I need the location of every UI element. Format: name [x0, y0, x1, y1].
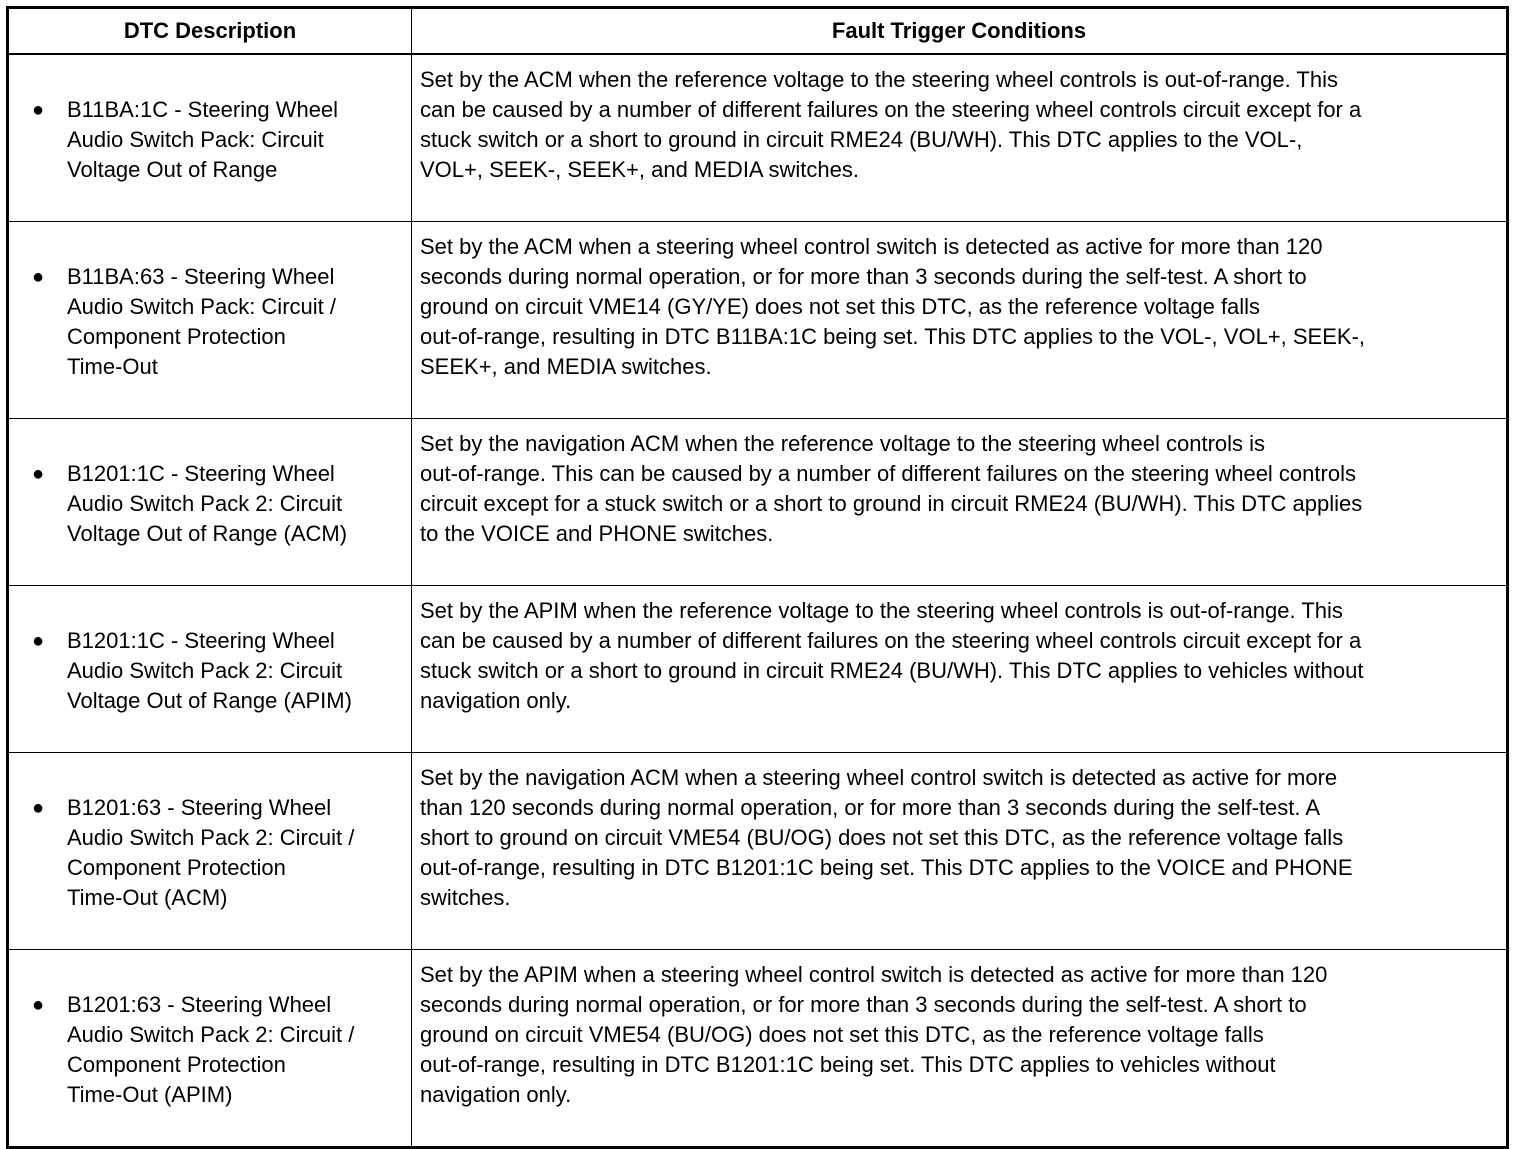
dtc-description-cell [8, 419, 412, 586]
fault-trigger-conditions-cell: Set by the APIM when the reference voltage to the steering wheel controls is out-of-range. This can be caused by a number of different failures on the steering wheel controls circuit except for a stuck switch or a short to ground in circuit RME24 (BU/WH). This DTC applies to vehicles without navigation only. [412, 586, 1508, 753]
fault-trigger-conditions-cell: Set by the ACM when the reference voltage to the steering wheel controls is out-of-range. This can be caused by a number of different failures on the steering wheel controls circuit except for a stuck switch or a short to ground in circuit RME24 (BU/WH). This DTC applies to the VOL-, VOL+, SEEK-, SEEK+, and MEDIA switches. [412, 54, 1508, 222]
bullet-icon: ● [31, 99, 45, 121]
dtc-description-text: B1201:63 - Steering Wheel Audio Switch Pack 2: Circuit / Component Protection Time-Out (APIM) [67, 992, 355, 1107]
dtc-description-cell [8, 950, 412, 1148]
dtc-description-text: B1201:1C - Steering Wheel Audio Switch Pack 2: Circuit Voltage Out of Range (ACM) [67, 461, 348, 546]
table-row [8, 950, 1508, 1148]
fault-trigger-conditions-cell: Set by the navigation ACM when a steering wheel control switch is detected as active for more than 120 seconds during normal operation, or for more than 3 seconds during the self-test. A short to ground on circuit VME54 (BU/OG) does not set this DTC, as the reference voltage falls out-of-range, resulting in DTC B1201:1C being set. This DTC applies to the VOICE and PHONE switches. [412, 753, 1508, 950]
fault-trigger-conditions-cell: Set by the ACM when a steering wheel control switch is detected as active for more than 120 seconds during normal operation, or for more than 3 seconds during the self-test. A short to ground on circuit VME14 (GY/YE) does not set this DTC, as the reference voltage falls out-of-range, resulting in DTC B11BA:1C being set. This DTC applies to the VOL-, VOL+, SEEK-, SEEK+, and MEDIA switches. [412, 222, 1508, 419]
column-header-fault-trigger-conditions: Fault Trigger Conditions [412, 8, 1508, 55]
dtc-description-text: B1201:1C - Steering Wheel Audio Switch Pack 2: Circuit Voltage Out of Range (APIM) [67, 628, 352, 713]
table-header-row [8, 8, 1508, 55]
bullet-icon: ● [31, 463, 45, 485]
table-row [8, 222, 1508, 419]
table-row [8, 54, 1508, 222]
dtc-description-cell [8, 222, 412, 419]
dtc-description-text: B11BA:1C - Steering Wheel Audio Switch Pack: Circuit Voltage Out of Range [67, 97, 339, 182]
dtc-description-cell [8, 753, 412, 950]
fault-trigger-conditions-cell: Set by the navigation ACM when the reference voltage to the steering wheel controls is out-of-range. This can be caused by a number of different failures on the steering wheel controls circuit except for a stuck switch or a short to ground in circuit RME24 (BU/WH). This DTC applies to the VOICE and PHONE switches. [412, 419, 1508, 586]
table-row [8, 419, 1508, 586]
dtc-description-cell [8, 54, 412, 222]
bullet-icon: ● [31, 266, 45, 288]
bullet-icon: ● [31, 630, 45, 652]
fault-trigger-conditions-cell: Set by the APIM when a steering wheel control switch is detected as active for more than 120 seconds during normal operation, or for more than 3 seconds during the self-test. A short to ground on circuit VME54 (BU/OG) does not set this DTC, as the reference voltage falls out-of-range, resulting in DTC B1201:1C being set. This DTC applies to vehicles without navigation only. [412, 950, 1508, 1148]
bullet-icon: ● [31, 994, 45, 1016]
table-row [8, 586, 1508, 753]
table-row [8, 753, 1508, 950]
dtc-description-cell [8, 586, 412, 753]
column-header-dtc-description: DTC Description [8, 8, 412, 55]
dtc-description-text: B1201:63 - Steering Wheel Audio Switch Pack 2: Circuit / Component Protection Time-Out (ACM) [67, 795, 355, 910]
bullet-icon: ● [31, 797, 45, 819]
dtc-description-text: B11BA:63 - Steering Wheel Audio Switch Pack: Circuit / Component Protection Time-Out [67, 264, 336, 379]
